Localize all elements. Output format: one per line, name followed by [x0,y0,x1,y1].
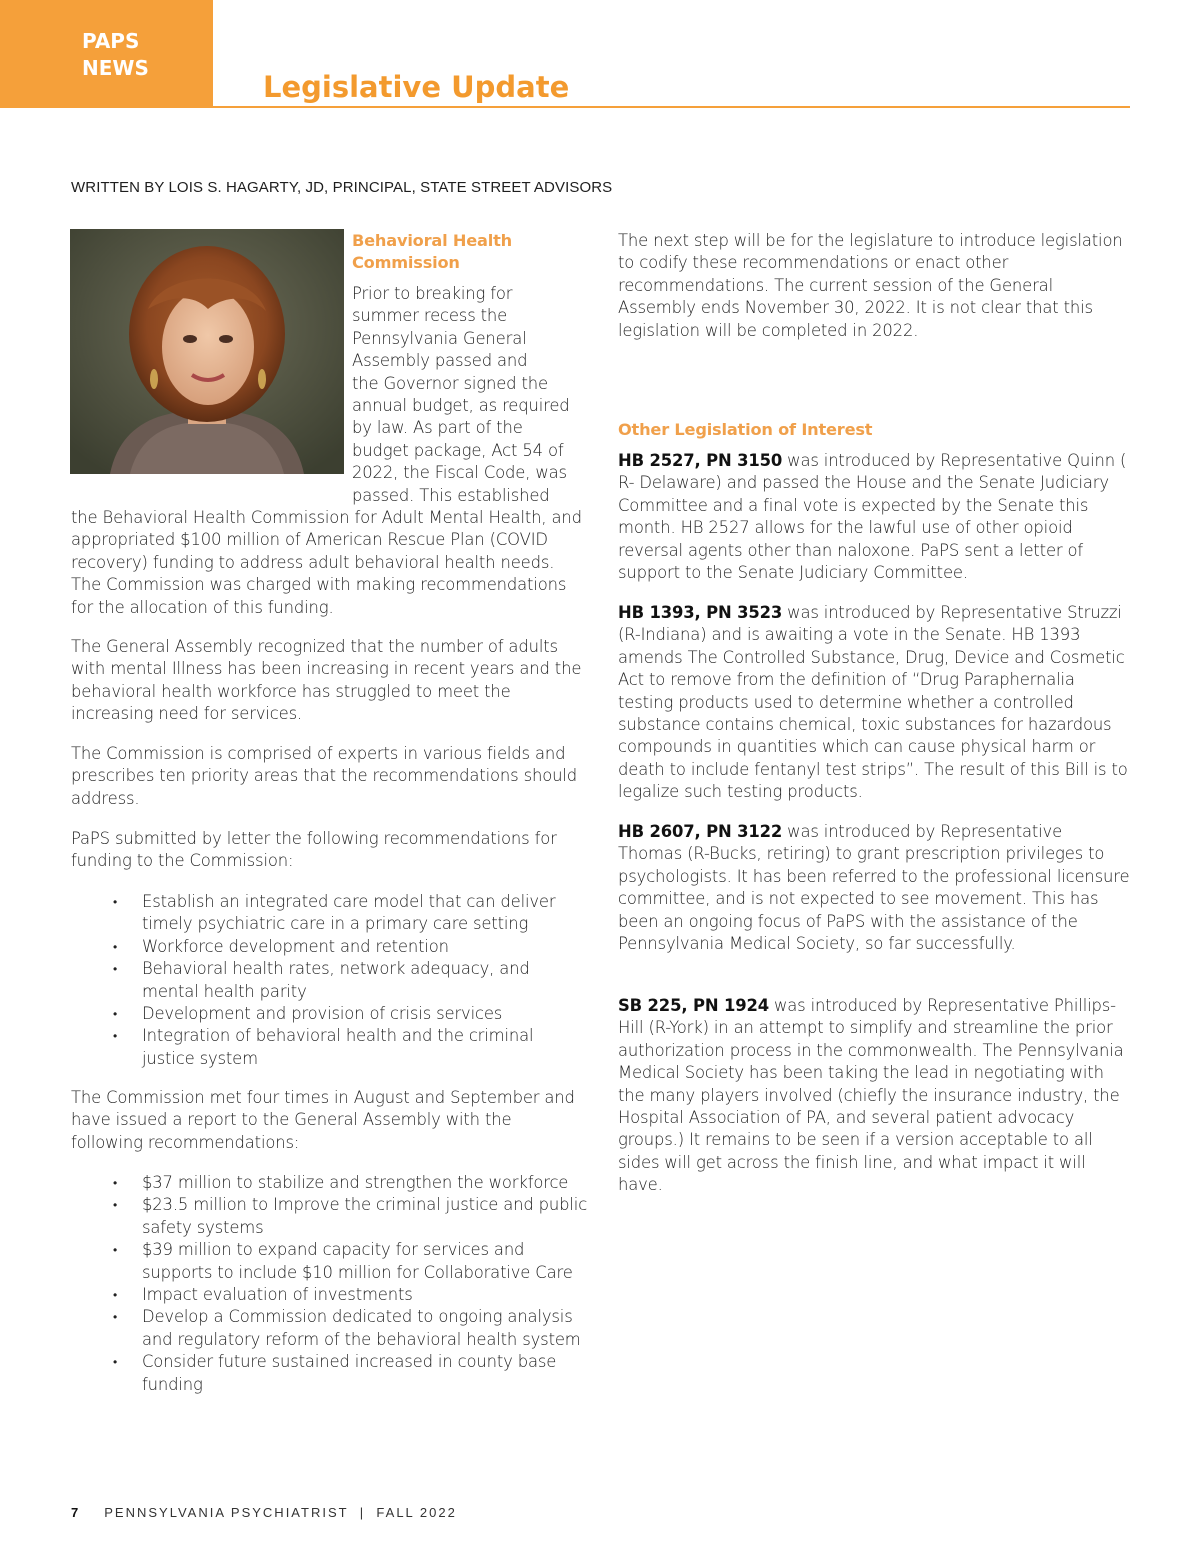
list-item: • Behavioral health rates, network adequacy, and mental health parity [113,958,588,1003]
bill-text: was introduced by Representative Struzzi (R-Indiana) and is awaiting a vote in the Senate. HB 1393 amends The Controlled Substance, Drug, Device and Cosmetic Act to remove from the definition of “Drug Paraphernalia testing products used to determine whether a controlled substance contains chemical, toxic substances for hazardous compounds in quantities which can cause physical harm or death to include fentanyl test strips”. The result of this Bill is to legalize such testing products. [618,603,1128,802]
bill-text: was introduced by Representative Phillips-Hill (R-York) in an attempt to simplify and streamline the prior authorization process in the commonwealth. The Pennsylvania Medical Society has been taking the lead in negotiating with the many players involved (chiefly the insurance industry, the Hospital Association of PA, and several patient advocacy groups.) It remains to be seen if a version acceptable to all sides will get across the finish line, and what impact it will have. [618,996,1124,1195]
page-number: 7 [71,1505,79,1520]
paragraph-commission-report: The Commission met four times in August and September and have issued a report to the General Assembly with the following recommendations: [71,1088,575,1152]
intro-wrapped-lines [352,283,592,507]
paragraph-general-assembly: The General Assembly recognized that the number of adults with mental Illness has been increasing in recent years and the behavioral health workforce has struggled to meet the increasing need for services. [71,637,582,724]
bill-text: was introduced by Representative Quinn ( R- Delaware) and passed the House and the Senate Judiciary Committee and a final vote is expected by the Senate this month. HB 2527 allows for the lawful use of other opioid reversal agents other than naloxone. PaPS sent a letter of support to the Senate Judiciary Committee. [618,451,1127,583]
section-heading-commission: Behavioral Health Commission [352,231,512,273]
bill-paragraph [618,602,1130,804]
intro-line: Pennsylvania General [352,328,527,348]
paragraph-next-step: The next step will be for the legislature to introduce legislation to codify these recommendations or enact other recommendations. The current session of the General Assembly ends November 30, 2022. It is not clear that this legislation will be completed in 2022. [618,231,1123,340]
intro-line: 2022, the Fiscal Code, was [352,463,567,483]
list-item: • Integration of behavioral health and the criminal justice system [113,1025,588,1070]
intro-line: summer recess the [352,306,508,326]
bill-id: HB 2607, PN 3122 [618,822,783,841]
bill-paragraph [618,995,1130,1197]
list-item: • Develop a Commission dedicated to ongoing analysis and regulatory reform of the behavioral health system [113,1306,588,1351]
list-item: • Development and provision of crisis services [113,1003,588,1025]
bill-id: HB 2527, PN 3150 [618,451,783,470]
intro-line: budget package, Act 54 of [352,440,564,460]
commission-recommendations-list [113,1172,588,1396]
author-photo [70,229,344,474]
author-portrait-image [70,229,344,474]
intro-line: Prior to breaking for [352,284,513,303]
list-item: • Workforce development and retention [113,936,588,958]
section-tab-label [82,28,149,82]
list-item: • $23.5 million to Improve the criminal justice and public safety systems [113,1194,588,1239]
intro-line: Assembly passed and [352,351,528,371]
issue-label: FALL 2022 [376,1505,457,1520]
section-heading-other-legislation: Other Legislation of Interest [618,420,873,439]
bill-id: HB 1393, PN 3523 [618,603,783,622]
header-rule [213,106,1130,108]
bill-paragraph [618,821,1130,955]
paragraph-paps-letter: PaPS submitted by letter the following recommendations for funding to the Commission: [71,829,557,871]
paps-recommendations-list [113,891,588,1070]
byline: WRITTEN BY LOIS S. HAGARTY, JD, PRINCIPAL, STATE STREET ADVISORS [71,179,613,196]
publication-name: PENNSYLVANIA PSYCHIATRIST [104,1505,349,1520]
intro-line: annual budget, as required [352,396,570,416]
bill-text: was introduced by Representative Thomas (R-Bucks, retiring) to grant prescription privileges to psychologists. It has been referred to the professional licensure committee, and is not expected to see movement. This has been an ongoing focus of PaPS with the assistance of the Pennsylvania Medical Society, so far successfully. [618,822,1130,954]
list-item: • Impact evaluation of investments [113,1284,588,1306]
section-tab [0,0,213,108]
list-item: • $37 million to stabilize and strengthen the workforce [113,1172,588,1194]
list-item: • $39 million to expand capacity for services and supports to include $10 million for Collaborative Care [113,1239,588,1284]
bill-paragraph [618,450,1130,584]
footer-separator: | [359,1505,366,1520]
page-footer [71,1505,457,1520]
bill-id: SB 225, PN 1924 [618,996,769,1015]
page-title: Legislative Update [263,70,570,104]
intro-line: by law. As part of the [352,418,523,438]
intro-paragraph-continued: the Behavioral Health Commission for Adult Mental Health, and appropriated $100 million of American Rescue Plan (COVID recovery) funding to address adult behavioral health needs. The Commission was charged with making recommendations for the allocation of this funding. [71,508,582,617]
tab-line-2: NEWS [82,56,149,80]
intro-line: passed. This established [352,485,550,505]
list-item: • Consider future sustained increased in county base funding [113,1351,588,1396]
paragraph-commission-experts: The Commission is comprised of experts in various fields and prescribes ten priority areas that the recommendations should address. [71,744,577,808]
tab-line-1: PAPS [82,29,140,53]
intro-line: the Governor signed the [352,373,548,393]
list-item: • Establish an integrated care model that can deliver timely psychiatric care in a primary care setting [113,891,588,936]
